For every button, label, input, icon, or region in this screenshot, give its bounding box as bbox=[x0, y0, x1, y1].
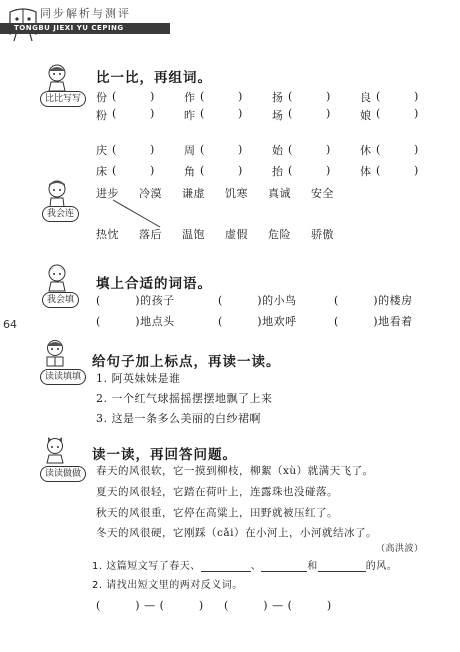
question-1: 1. 这篇短文写了春天、 、 和 的风。 bbox=[92, 561, 398, 572]
page-header bbox=[0, 0, 460, 46]
book-mascot-logo bbox=[6, 2, 40, 42]
char: 昨 bbox=[184, 109, 195, 122]
fill-item: ( )的孩子 bbox=[96, 294, 175, 307]
section2-badge: 我会连 bbox=[42, 206, 79, 222]
char: 场 bbox=[272, 109, 283, 122]
girl-character-icon bbox=[44, 262, 70, 292]
poem-line: 春天的风很软，它一摸到柳枝，柳絮（xù）就满天飞了。 bbox=[96, 465, 374, 477]
punctuation-line: 1. 阿英妹妹是谁 bbox=[96, 372, 181, 385]
word: 谦虚 bbox=[182, 187, 205, 200]
section1-title: 比一比，再组词。 bbox=[96, 70, 212, 86]
poem-line: 秋天的风很重，它停在高粱上，田野就被压红了。 bbox=[96, 507, 338, 519]
reading-child-icon bbox=[42, 338, 68, 368]
girl-with-bow-icon bbox=[42, 434, 68, 464]
fill-item: ( )的小鸟 bbox=[218, 294, 297, 307]
answer-blank[interactable] bbox=[318, 560, 366, 572]
word: 虚假 bbox=[225, 228, 248, 241]
fill-row-2 bbox=[96, 313, 413, 329]
answer-blank[interactable] bbox=[201, 560, 251, 572]
poem-line: 夏天的风很轻，它踏在荷叶上，连露珠也没碰落。 bbox=[96, 486, 338, 498]
section3-title: 填上合适的词语。 bbox=[96, 276, 212, 292]
section3-badge: 我会填 bbox=[42, 292, 79, 308]
char: 良 bbox=[360, 90, 371, 104]
word: 骄傲 bbox=[311, 228, 334, 241]
char: 娘 bbox=[360, 109, 371, 122]
fill-row-1 bbox=[96, 292, 413, 308]
char: 作 bbox=[184, 90, 195, 104]
char: 床 bbox=[96, 164, 107, 178]
poem-line: 冬天的风很硬，它刚踩（cǎi）在小河上，小河就结冰了。 bbox=[96, 527, 377, 539]
word: 落后 bbox=[139, 228, 162, 241]
char: 休 bbox=[360, 143, 371, 157]
answer-blank[interactable] bbox=[261, 560, 307, 572]
antonym-pair: ( ) — ( ) bbox=[224, 599, 332, 612]
section5-badge: 读读做做 bbox=[40, 466, 86, 482]
word: 安全 bbox=[311, 187, 334, 200]
char: 始 bbox=[272, 143, 283, 157]
antonym-pairs bbox=[96, 597, 332, 613]
char: 粉 bbox=[96, 109, 107, 122]
question-2: 2. 请找出短文里的两对反义词。 bbox=[92, 580, 243, 591]
compare-row: 床 ( ) 角 ( ) 抬 ( ) 体 ( ) bbox=[96, 164, 419, 178]
compare-row: 粉 ( ) 昨 ( ) 场 ( ) 娘 ( ) bbox=[96, 107, 419, 122]
char: 周 bbox=[184, 143, 195, 157]
poem-author: （高洪波） bbox=[376, 544, 424, 554]
compare-row: 庆 ( ) 周 ( ) 始 ( ) 休 ( ) bbox=[96, 143, 419, 157]
header-subtitle: TONGBU JIEXI YU CEPING bbox=[14, 24, 124, 32]
section4-badge: 读读填填 bbox=[40, 369, 86, 385]
boy-character-icon bbox=[44, 178, 70, 208]
word: 冷漠 bbox=[139, 187, 162, 200]
fill-item: ( )地看着 bbox=[334, 315, 413, 328]
word: 饥寒 bbox=[225, 187, 248, 200]
word: 进步 bbox=[96, 187, 119, 200]
char: 抬 bbox=[272, 164, 283, 178]
section1-badge: 比比写写 bbox=[40, 91, 86, 107]
section5-title: 读一读，再回答问题。 bbox=[92, 447, 237, 463]
section4-title: 给句子加上标点，再读一读。 bbox=[92, 354, 281, 370]
compare-row: 份 ( ) 作 ( ) 扬 ( ) 良 ( ) bbox=[96, 90, 419, 104]
header-title: 同步解析与测评 bbox=[40, 7, 131, 20]
word: 真诚 bbox=[268, 187, 291, 200]
word: 危险 bbox=[268, 228, 291, 241]
match-line bbox=[110, 198, 170, 228]
fill-item: ( )的楼房 bbox=[334, 294, 413, 307]
char: 份 bbox=[96, 90, 107, 104]
char: 体 bbox=[360, 164, 371, 178]
word: 温饱 bbox=[182, 228, 205, 241]
char: 庆 bbox=[96, 143, 107, 157]
word: 热忱 bbox=[96, 228, 119, 241]
char: 角 bbox=[184, 164, 195, 178]
girl-character-icon bbox=[44, 62, 70, 92]
char: 扬 bbox=[272, 90, 283, 104]
antonym-pair: ( ) — ( ) bbox=[96, 599, 204, 612]
fill-item: ( )地点头 bbox=[96, 315, 175, 328]
page-number: 64 bbox=[3, 318, 17, 331]
compare-words-grid bbox=[96, 86, 448, 181]
matching-bottom-row bbox=[96, 226, 354, 242]
punctuation-line: 3. 这是一条多么美丽的白纱裙啊 bbox=[96, 412, 261, 425]
fill-item: ( )地欢呼 bbox=[218, 315, 297, 328]
punctuation-line: 2. 一个红气球摇摇摆摆地飘了上来 bbox=[96, 392, 273, 405]
